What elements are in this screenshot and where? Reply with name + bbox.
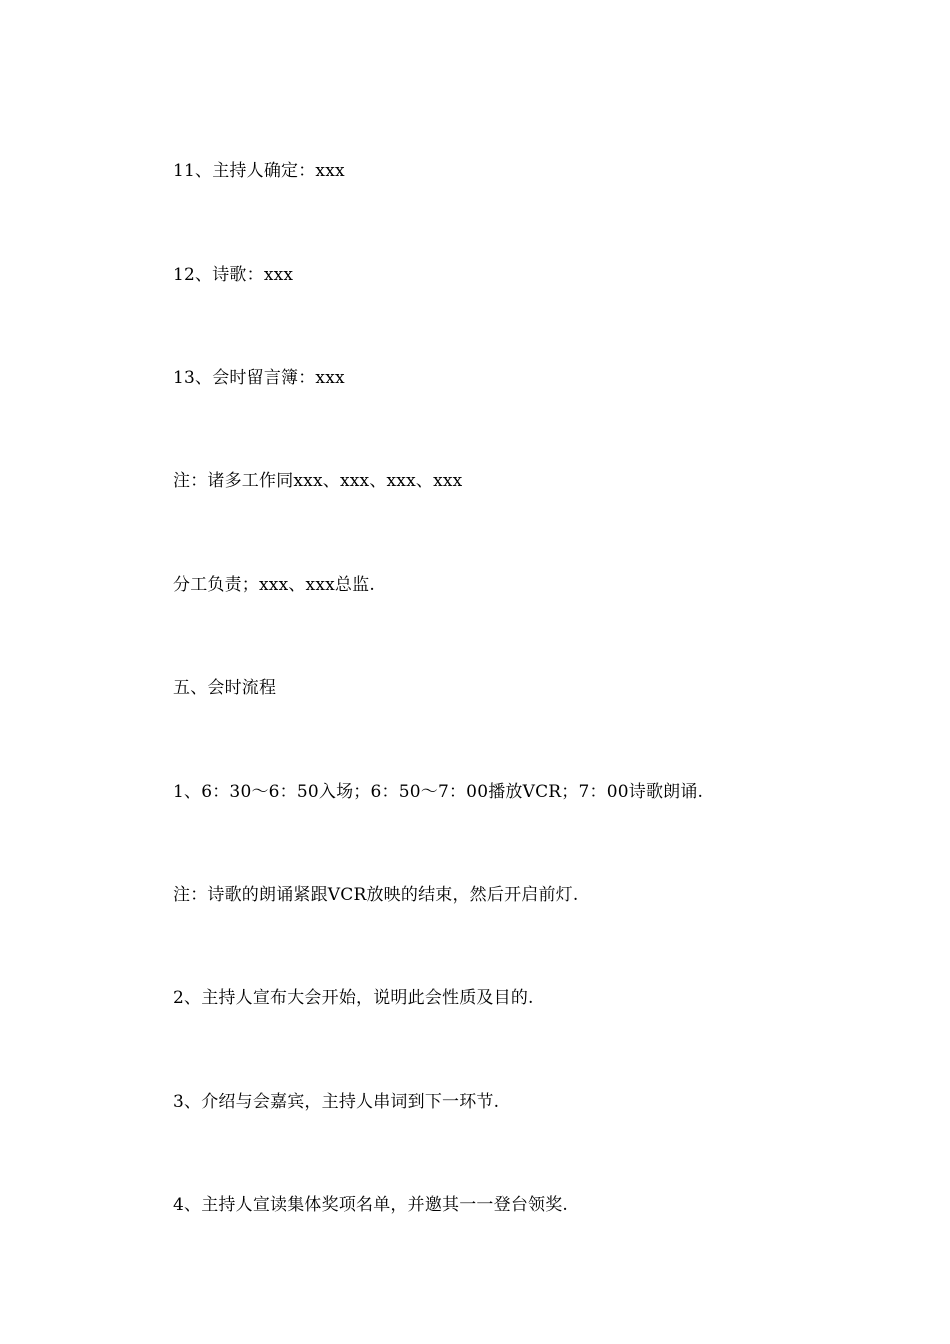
section-heading-flow: 五、会时流程 [173,678,277,698]
line-opening: 2、主持人宣布大会开始，说明此会性质及目的. [173,988,534,1008]
line-note-staff: 注：诸多工作同xxx、xxx、xxx、xxx [173,471,463,491]
line-guests: 3、介绍与会嘉宾，主持人串词到下一环节. [173,1092,500,1112]
line-host: 11、主持人确定：xxx [173,161,345,181]
line-division: 分工负责；xxx、xxx总监. [173,575,375,595]
line-poem: 12、诗歌：xxx [173,265,294,285]
line-guestbook: 13、会时留言簿：xxx [173,368,345,388]
line-schedule: 1、6：30～6：50入场；6：50～7：00播放VCR；7：00诗歌朗诵. [173,782,704,802]
line-note-poem: 注：诗歌的朗诵紧跟VCR放映的结束，然后开启前灯. [173,885,579,905]
line-awards: 4、主持人宣读集体奖项名单，并邀其一一登台领奖. [173,1195,569,1215]
